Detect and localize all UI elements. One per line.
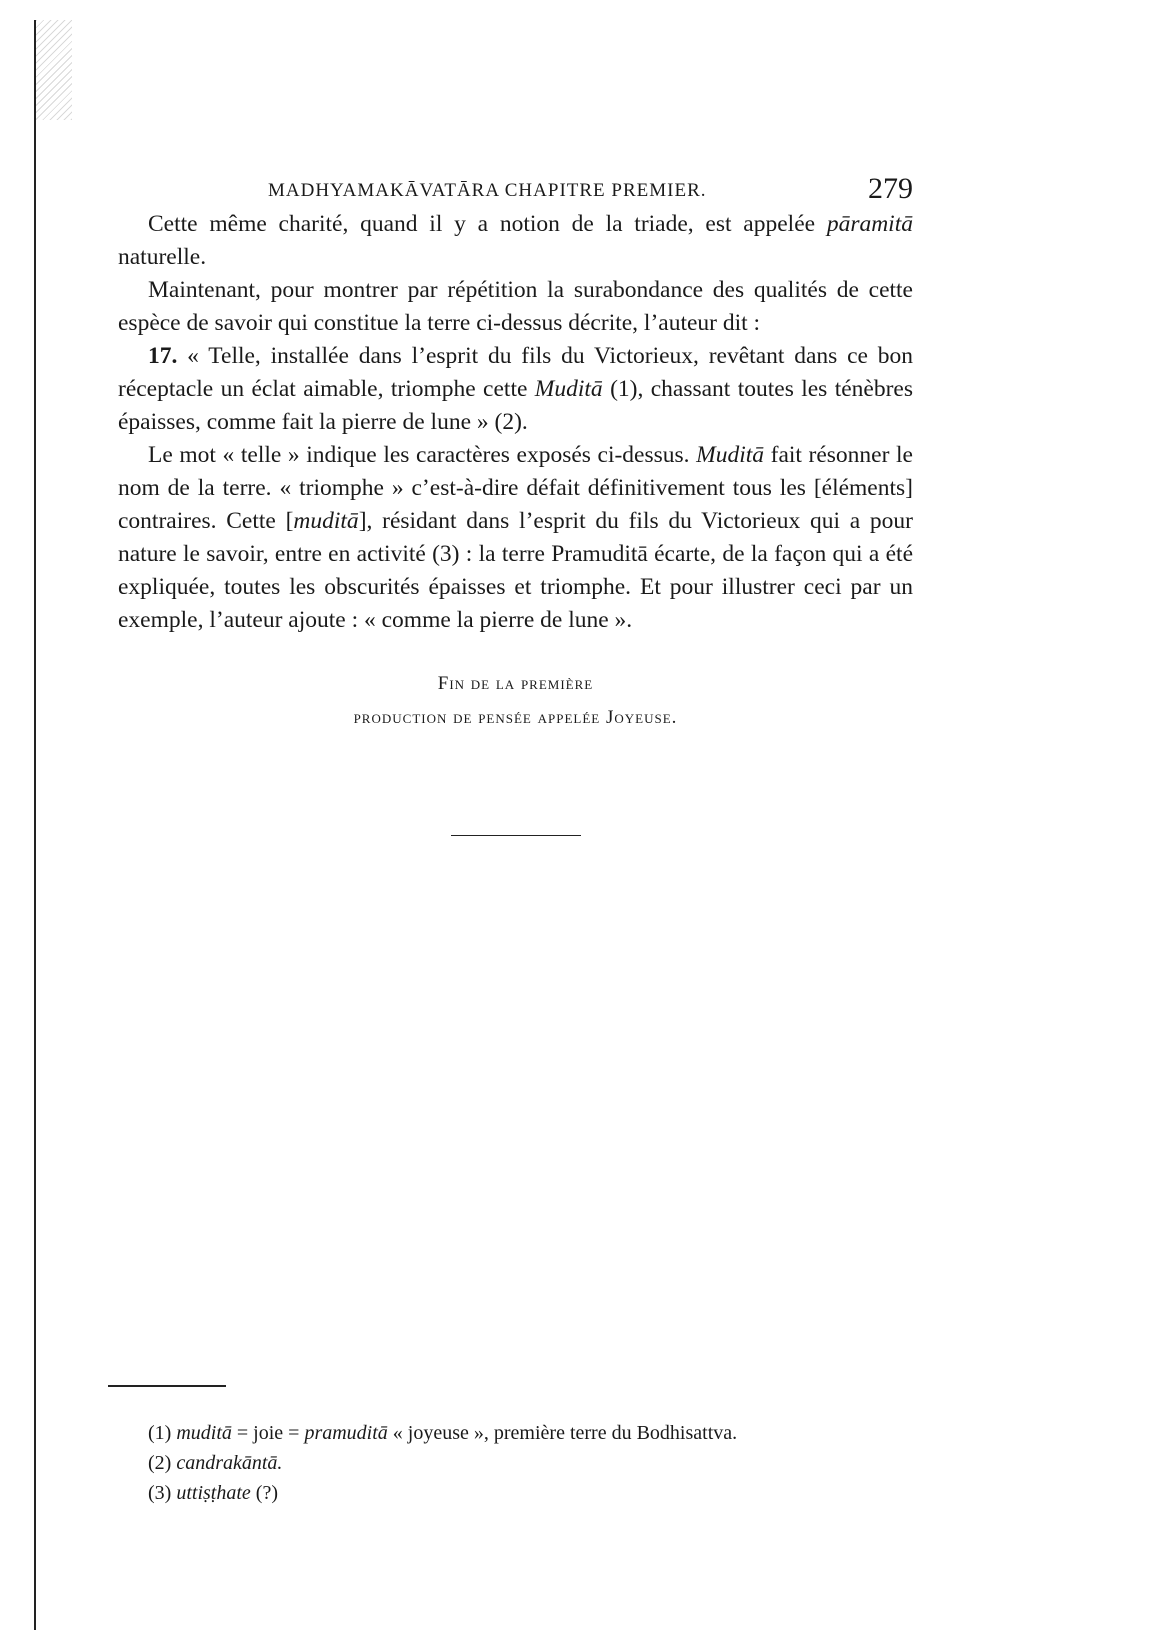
- text-run: Cette même charité, quand il y a notion de la triade, est appelée: [148, 211, 827, 237]
- page-header: [118, 168, 913, 208]
- text-run: (2): [148, 1452, 177, 1474]
- italic-term: pramuditā: [304, 1422, 388, 1444]
- footnote-3: [118, 1478, 898, 1508]
- text-run: (1), chassant toutes les ténèbres épaisses, comme fait la pierre de lune » (2).: [118, 376, 914, 435]
- text-run: « joyeuse », première terre du Bodhisattva.: [387, 1422, 738, 1444]
- italic-term: pāramitā: [826, 211, 913, 237]
- verse-number: 17.: [148, 343, 178, 369]
- paragraph-commentary: [118, 439, 913, 637]
- footnotes: [118, 1418, 898, 1508]
- italic-term: muditā: [176, 1422, 232, 1444]
- scan-speckle: [36, 20, 72, 120]
- page-number: 279: [868, 172, 913, 205]
- text-run: = joie =: [231, 1422, 305, 1444]
- text-run: fait résonner le nom de la terre. « triomphe » c’est-à-dire défait définitivement tous les [éléments] contraires. Cette [: [118, 442, 913, 534]
- text-run: « Telle, installée dans l’esprit du fils du Victorieux, revêtant dans ce bon réceptacle un éclat aimable, triomphe cette: [118, 343, 913, 402]
- text-run: (?): [250, 1482, 278, 1504]
- page-content: [118, 168, 913, 836]
- italic-term: Muditā: [534, 376, 603, 402]
- italic-term: Muditā: [696, 442, 765, 468]
- closing-heading: [118, 667, 913, 735]
- text-run: (3): [148, 1482, 177, 1504]
- text-run: (1): [148, 1422, 177, 1444]
- paragraph-1: [118, 208, 913, 274]
- italic-term: candrakāntā.: [176, 1452, 283, 1474]
- paragraph-2: Maintenant, pour montrer par répétition la surabondance des qualités de cette espèce de savoir qui constitue la terre ci-dessus décrite, l’auteur dit :: [118, 277, 913, 336]
- italic-term: muditā: [293, 508, 359, 534]
- text-run: Le mot « telle » indique les caractères exposés ci-dessus.: [148, 442, 697, 468]
- footnote-rule: [108, 1385, 226, 1387]
- section-rule: [451, 835, 581, 836]
- text-run: naturelle.: [118, 244, 207, 270]
- closing-line-1: Fin de la première: [437, 673, 594, 694]
- footnote-1: [118, 1418, 898, 1448]
- closing-line-2: production de pensée appelée Joyeuse.: [353, 707, 678, 728]
- text-run: ], résidant dans l’esprit du fils du Victorieux qui a pour nature le savoir, entre en activité (3) : la terre Pramuditā écarte, de la façon qui a été expliquée, toutes les obscurités épaisses et triomphe. Et pour illustrer ceci par un exemple, l’auteur ajoute : « comme la pierre de lune ».: [118, 508, 913, 633]
- verse-17: [118, 340, 913, 439]
- italic-term: uttiṣṭhate: [176, 1482, 251, 1504]
- running-title: MADHYAMAKĀVATĀRA CHAPITRE PREMIER.: [268, 180, 707, 201]
- page-edge-line: [34, 20, 36, 1630]
- footnote-2: [118, 1448, 898, 1478]
